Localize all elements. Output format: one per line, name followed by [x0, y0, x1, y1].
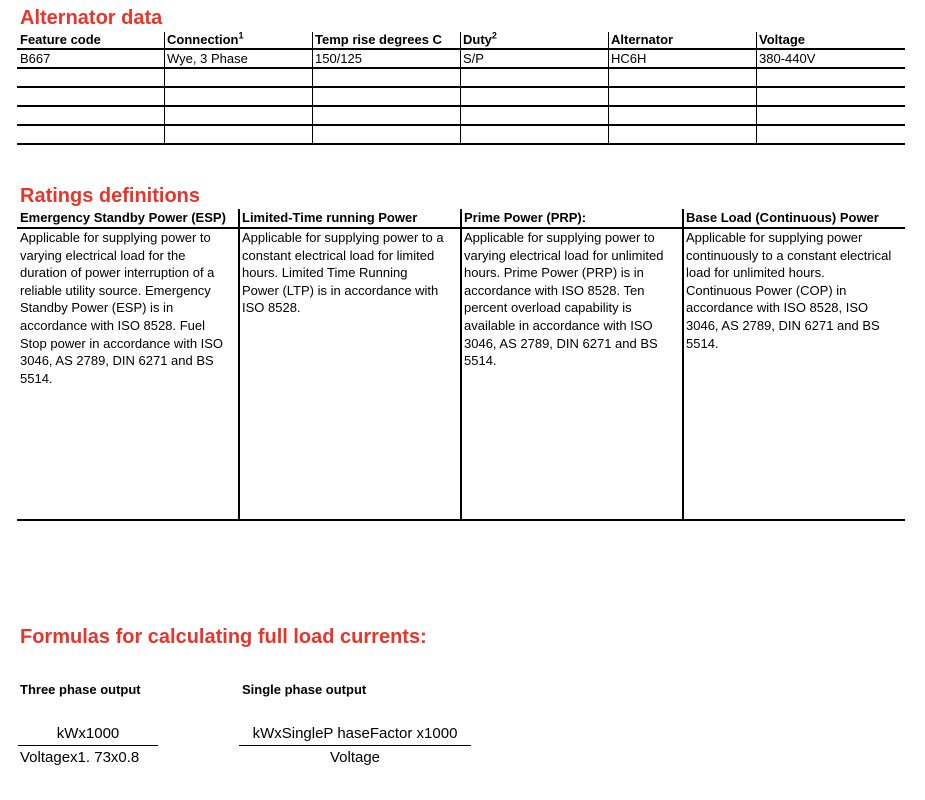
- column-divider: [756, 32, 757, 145]
- table-rule: [17, 67, 905, 69]
- column-divider: [682, 209, 684, 521]
- cop-definition: Applicable for supplying power continuously to a constant electrical load for unlimited hours. Continuous Power (COP) in accordance with ISO 8528, ISO 3046, AS 2789, DIN 6271 and BS 5514.: [686, 230, 892, 351]
- alternator-title: Alternator data: [20, 7, 163, 29]
- cell-connection: Wye, 3 Phase: [167, 51, 248, 66]
- footnote-2: 2: [491, 30, 497, 41]
- header-esp: Emergency Standby Power (ESP): [20, 210, 226, 225]
- single-phase-denominator: Voltage: [329, 749, 381, 766]
- table-rule: [17, 48, 905, 50]
- column-divider: [164, 32, 165, 145]
- prp-definition: Applicable for supplying power to varying electrical load for unlimited hours. Prime Power (PRP) is in accordance with ISO 8528. Ten percent overload capability is available in accordance with ISO 3046, AS 2789, DIN 6271 and BS 5514.: [464, 230, 664, 369]
- single-phase-numerator: kWxSingleP haseFactor x1000: [252, 725, 458, 742]
- ratings-bottom-rule: [17, 519, 905, 521]
- cell-temp-rise: 150/125: [315, 51, 362, 66]
- header-alternator: Alternator: [611, 32, 674, 47]
- header-duty: Duty$^2$: [463, 30, 497, 47]
- cell-feature-code: B667: [20, 51, 51, 66]
- single-phase-label: Single phase output: [242, 682, 367, 697]
- header-temp-rise: Temp rise degrees C: [315, 32, 442, 47]
- cell-duty: S/P: [463, 51, 484, 66]
- cell-alternator: HC6H: [611, 51, 647, 66]
- three-phase-numerator: kWx1000: [56, 725, 120, 742]
- table-rule: [17, 143, 905, 145]
- three-phase-formula: [18, 725, 158, 766]
- ratings-title: Ratings definitions: [20, 185, 200, 207]
- column-divider: [238, 209, 240, 521]
- header-feature-code: Feature code: [20, 32, 101, 47]
- header-connection: Connection$^1$: [167, 30, 244, 47]
- table-rule: [17, 124, 905, 126]
- three-phase-denominator: Voltagex1. 73x0.8: [20, 749, 140, 766]
- three-phase-label: Three phase output: [20, 682, 141, 697]
- footnote-1: 1: [238, 30, 244, 41]
- single-phase-formula: [239, 725, 471, 766]
- header-cop: Base Load (Continuous) Power: [686, 210, 879, 225]
- header-prp: Prime Power (PRP):: [464, 210, 587, 225]
- cell-voltage: 380-440V: [759, 51, 816, 66]
- table-rule: [17, 86, 905, 88]
- column-divider: [312, 32, 313, 145]
- column-divider: [460, 209, 462, 521]
- table-rule: [17, 105, 905, 107]
- column-divider: [460, 32, 461, 145]
- column-divider: [608, 32, 609, 145]
- formulas-title: Formulas for calculating full load currents:: [20, 626, 427, 648]
- header-voltage: Voltage: [759, 32, 805, 47]
- esp-definition: Applicable for supplying power to varying electrical load for the duration of power interruption of a reliable utility source. Emergency Standby Power (ESP) is in accordance with ISO 8528. Fuel Stop power in accordance with ISO 3046, AS 2789, DIN 6271 and BS 5514.: [20, 230, 224, 386]
- ltp-definition: Applicable for supplying power to a constant electrical load for limited hours. Limited Time Running Power (LTP) is in accordance with ISO 8528.: [242, 230, 444, 316]
- header-ltp: Limited-Time running Power: [242, 210, 418, 225]
